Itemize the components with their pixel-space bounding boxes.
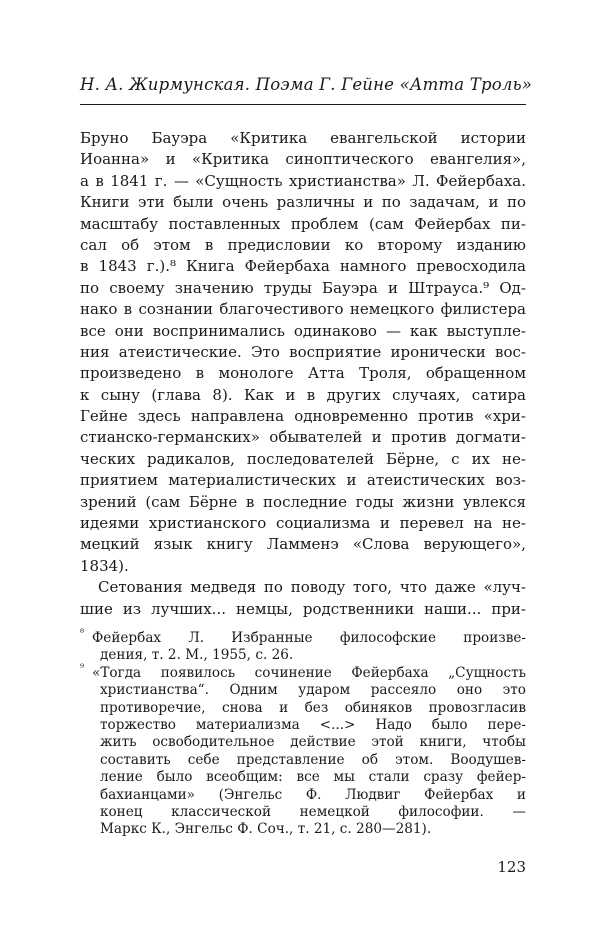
text-line: а в 1841 г. — «Сущность христианства» Л. Фейербаха. [80, 171, 526, 190]
footnote-line: торжество материализма <...> Надо было пере- [100, 716, 526, 733]
main-text [80, 128, 526, 620]
text-line: в 1843 г.).⁸ Книга Фейербаха намного превосходила [80, 257, 526, 276]
footnote-line: Маркс К., Энгельс Ф. Соч., т. 21, с. 280—281). [100, 821, 432, 838]
footnote-text: «Тогда появилось сочинение Фейербаха „Сущность [92, 664, 526, 681]
text-line: ния атеистические. Это восприятие иронически вос- [80, 342, 526, 361]
text-line: стианско-германских» обывателей и против догмати- [80, 428, 526, 447]
footnote-line: ⁸ Фейербах Л. Избранные философские произве- [80, 628, 526, 646]
running-title: Н. А. Жирмунская. Поэма Г. Гейне «Атта Троль» [80, 75, 533, 94]
footnote-text: Фейербах Л. Избранные философские произве- [92, 630, 526, 646]
footnote-line: ление было всеобщим: все мы стали сразу фейер- [100, 769, 526, 786]
footnote-line: противоречие, снова и без обиняков провозгласив [100, 699, 526, 716]
text-line: Иоанна» и «Критика синоптического евангелия», [80, 150, 526, 169]
text-line: Гейне здесь направлена одновременно против «хри- [80, 407, 526, 426]
header-rule [80, 104, 526, 105]
footnote-line: составить себе представление об этом. Воодушев- [100, 751, 526, 768]
text-line: мецкий язык книгу Ламменэ «Слова верующего», [80, 535, 526, 554]
text-line: шие из лучших... немцы, родственники наши... при- [80, 599, 526, 618]
text-line: нако в сознании благочестивого немецкого филистера [80, 300, 526, 319]
footnotes [80, 630, 526, 839]
text-line: приятием материалистических и атеистических воз- [80, 471, 526, 490]
text-line: произведено в монологе Атта Троля, обращенном [80, 364, 526, 383]
text-line: идеями христианского социализма и перевел на не- [80, 514, 526, 533]
text-line: Бруно Бауэра «Критика евангельской истории [80, 129, 526, 147]
text-line: зрений (сам Бёрне в последние годы жизни увлекся [80, 492, 526, 511]
text-line: Книги эти были очень различны и по задачам, и по [80, 193, 526, 212]
footnote-line: ⁹ «Тогда появилось сочинение Фейербаха „Сущность [80, 663, 526, 681]
footnote-line: дения, т. 2. М., 1955, с. 26. [100, 647, 294, 664]
text-line: масштабу поставленных проблем (сам Фейербах пи- [80, 214, 526, 233]
text-line: сал об этом в предисловии ко второму изданию [80, 235, 526, 254]
text-line: по своему значению труды Бауэра и Штрауса.⁹ Од- [80, 278, 526, 297]
page-number: 123 [497, 858, 526, 876]
text-line: к сыну (глава 8). Как и в других случаях, сатира [80, 385, 526, 404]
footnote-line: бахианцами» (Энгельс Ф. Людвиг Фейербах и [100, 786, 526, 803]
text-line: 1834). [80, 556, 129, 575]
text-line: ческих радикалов, последователей Бёрне, с их не- [80, 449, 526, 468]
footnote-line: конец классической немецкой философии. — [100, 803, 526, 820]
footnote-9 [80, 665, 526, 839]
footnote-8 [80, 630, 526, 665]
text-line: все они воспринимались одинаково — как выступле- [80, 321, 526, 340]
footnote-line: жить освободительное действие этой книги, чтобы [100, 734, 526, 751]
footnote-line: христианства“. Одним ударом рассеяло оно это [100, 682, 526, 699]
text-line: Сетования медведя по поводу того, что даже «луч- [98, 578, 526, 597]
